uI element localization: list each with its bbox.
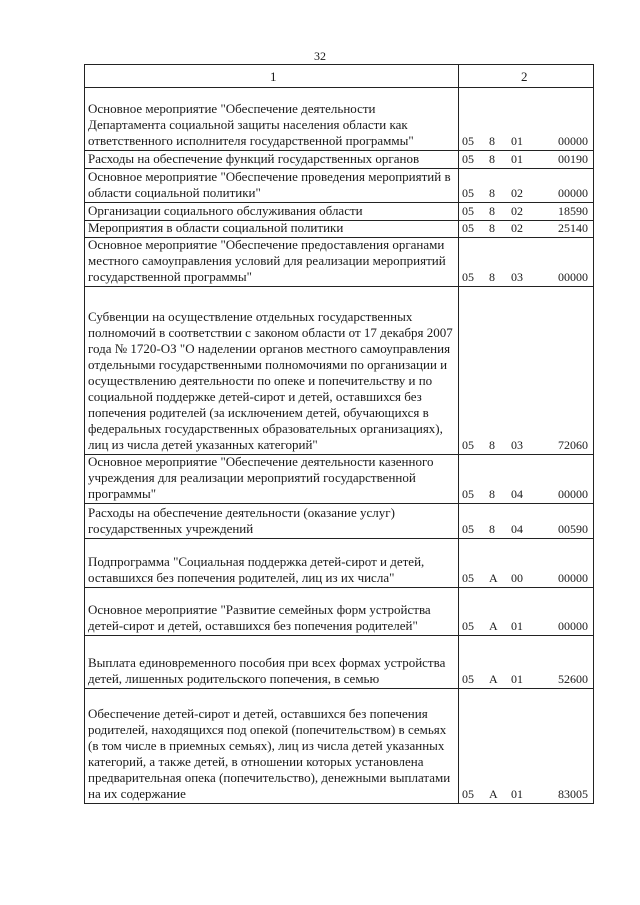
row-description: Расходы на обеспечение деятельности (оказание услуг) государственных учреждений	[88, 505, 395, 536]
row-description: Основное мероприятие "Обеспечение предоставления органами местного самоуправления условий для реализации мероприятий государственной программы"	[88, 237, 446, 284]
table-row: Организации социального обслуживания области 05 8 02 18590	[88, 203, 588, 218]
table-row: Выплата единовременного пособия при всех формах устройства детей, лишенных родительского попечения, в семью 05 А 01 52600	[88, 655, 588, 686]
table-row: Основное мероприятие "Обеспечение проведения мероприятий в области социальной политики" 05 8 02 00000	[88, 169, 588, 200]
row-description: Подпрограмма "Социальная поддержка детей-сирот и детей, оставшихся без попечения родителей, лиц из их числа"	[88, 554, 425, 585]
table-row: Мероприятия в области социальной политики 05 8 02 25140	[88, 220, 588, 235]
row-description: Мероприятия в области социальной политики	[88, 220, 344, 235]
table-row: Подпрограмма "Социальная поддержка детей-сирот и детей, оставшихся без попечения родителей, лиц из их числа" 05 А 00 00000	[88, 554, 588, 585]
column-header-1: 1	[270, 69, 277, 84]
table-row: Основное мероприятие "Развитие семейных форм устройства детей-сирот и детей, оставшихся без попечения родителей" 05 А 01 00000	[88, 602, 588, 633]
table-row: Основное мероприятие "Обеспечение предоставления органами местного самоуправления условий для реализации мероприятий государственной программы" 05 8 03 00000	[88, 237, 588, 284]
row-description: Основное мероприятие "Обеспечение деятельности Департамента социальной защиты населения области как ответственного исполнителя государственной программы"	[88, 101, 414, 148]
table-row: Основное мероприятие "Обеспечение деятельности казенного учреждения для реализации мероприятий государственной программы" 05 8 04 00000	[88, 454, 588, 501]
table-row: Расходы на обеспечение деятельности (оказание услуг) государственных учреждений 05 8 04 00590	[88, 505, 588, 536]
column-header-2: 2	[521, 69, 528, 84]
row-description: Основное мероприятие "Обеспечение проведения мероприятий в области социальной политики"	[88, 169, 451, 200]
row-description: Основное мероприятие "Обеспечение деятельности казенного учреждения для реализации мероприятий государственной программы"	[88, 454, 434, 501]
row-description: Выплата единовременного пособия при всех формах устройства детей, лишенных родительского попечения, в семью	[88, 655, 446, 686]
row-description: Субвенции на осуществление отдельных государственных полномочий в соответствии с законом области от 17 декабря 2007 года № 1720-ОЗ "О наделении органов местного самоуправления отдельными государственными полномочиями по организации и осуществлению деятельности по опеке и попечительству и по социальной поддержке детей-сирот и детей, оставшихся без попечения родителей (за исключением детей, обучающихся в федеральных государственных образовательных организациях), лиц из числа детей указанных категорий"	[88, 309, 453, 452]
table-row: Обеспечение детей-сирот и детей, оставшихся без попечения родителей, находящихся под опекой (попечительством) в семьях (в том числе в приемных семьях), лиц из числа детей указанных категорий, а также детей, в отношении которых установлена предварительная опека (попечительство), денежными выплатами на их содержание 05 А 01 83005	[88, 706, 588, 801]
page-number: 32	[314, 49, 326, 63]
row-description: Расходы на обеспечение функций государственных органов	[88, 151, 420, 166]
row-description: Обеспечение детей-сирот и детей, оставшихся без попечения родителей, находящихся под опекой (попечительством) в семьях (в том числе в приемных семьях), лиц из числа детей указанных категорий, а также детей, в отношении которых установлена предварительная опека (попечительство), денежными выплатами на их содержание	[88, 706, 451, 801]
row-description: Организации социального обслуживания области	[88, 203, 363, 218]
row-description: Основное мероприятие "Развитие семейных форм устройства детей-сирот и детей, оставшихся без попечения родителей"	[88, 602, 431, 633]
table-row: Основное мероприятие "Обеспечение деятельности Департамента социальной защиты населения области как ответственного исполнителя государственной программы" 05 8 01 00000	[88, 101, 588, 148]
budget-table	[84, 64, 594, 804]
table-row: Субвенции на осуществление отдельных государственных полномочий в соответствии с законом области от 17 декабря 2007 года № 1720-ОЗ "О наделении органов местного самоуправления отдельными государственными полномочиями по организации и осуществлению деятельности по опеке и попечительству и по социальной поддержке детей-сирот и детей, оставшихся без попечения родителей (за исключением детей, обучающихся в федеральных государственных образовательных организациях), лиц из числа детей указанных категорий" 05 8 03 72060	[88, 309, 588, 452]
table-row: Расходы на обеспечение функций государственных органов 05 8 01 00190	[88, 151, 588, 166]
